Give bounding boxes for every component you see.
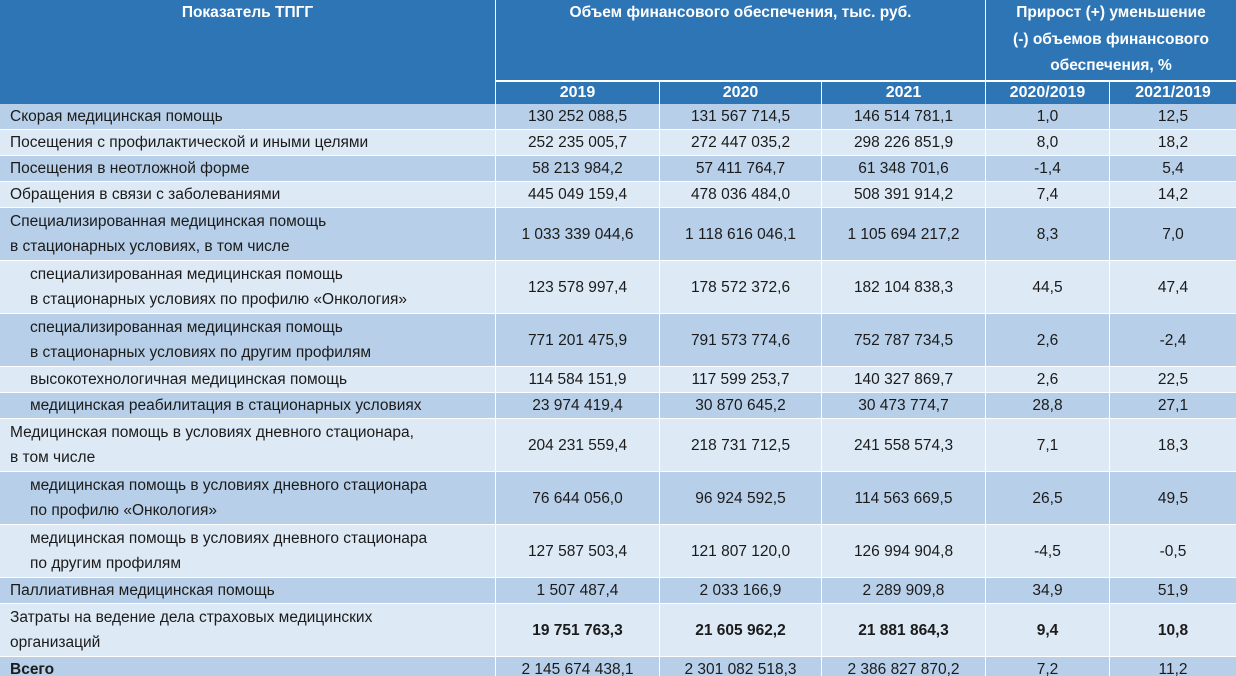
cell-g1: 8,3 <box>986 208 1110 261</box>
cell-v2019: 127 587 503,4 <box>496 525 660 578</box>
cell-g1: 28,8 <box>986 393 1110 419</box>
table-row <box>0 419 1236 472</box>
row-indicator-line: специализированная медицинская помощь <box>30 266 343 283</box>
table-row <box>0 393 1236 419</box>
row-indicator-line: Обращения в связи с заболеваниями <box>10 186 281 203</box>
table-row <box>0 367 1236 393</box>
cell-g2: 49,5 <box>1110 472 1236 525</box>
row-indicator-cell <box>0 104 496 130</box>
cell-g1: -1,4 <box>986 156 1110 182</box>
cell-v2020: 121 807 120,0 <box>660 525 822 578</box>
row-indicator-cell <box>0 472 496 525</box>
table-row <box>0 208 1236 261</box>
cell-g2: 7,0 <box>1110 208 1236 261</box>
row-indicator-cell <box>0 419 496 472</box>
cell-g2: 11,2 <box>1110 657 1236 676</box>
cell-v2021: 61 348 701,6 <box>822 156 986 182</box>
row-indicator-line: в стационарных условиях, в том числе <box>10 238 290 255</box>
table-row <box>0 130 1236 156</box>
row-indicator-cell <box>0 208 496 261</box>
cell-v2021: 146 514 781,1 <box>822 104 986 130</box>
cell-g1: 7,4 <box>986 182 1110 208</box>
header-growth-line1: Прирост (+) уменьшение <box>1016 4 1206 21</box>
row-indicator-line: медицинская помощь в условиях дневного стационара <box>30 530 428 547</box>
cell-v2019: 1 033 339 044,6 <box>496 208 660 261</box>
cell-v2020: 131 567 714,5 <box>660 104 822 130</box>
cell-g1: 9,4 <box>986 604 1110 657</box>
cell-g1: 7,2 <box>986 657 1110 676</box>
cell-v2021: 30 473 774,7 <box>822 393 986 419</box>
cell-g2: 22,5 <box>1110 367 1236 393</box>
cell-g1: 26,5 <box>986 472 1110 525</box>
row-indicator-line: Специализированная медицинская помощь <box>10 213 327 230</box>
header-year-2021: 2021 <box>822 81 986 104</box>
table-row <box>0 104 1236 130</box>
table-row <box>0 657 1236 676</box>
row-indicator-cell <box>0 182 496 208</box>
row-indicator-line: Затраты на ведение дела страховых медицинских <box>10 609 373 626</box>
cell-g2: -2,4 <box>1110 314 1236 367</box>
header-growth-line3: обеспечения, % <box>1050 57 1172 74</box>
row-indicator-line: Посещения с профилактической и иными целями <box>10 134 369 151</box>
header-year-2020: 2020 <box>660 81 822 104</box>
header-growth <box>986 0 1236 81</box>
cell-v2020: 791 573 774,6 <box>660 314 822 367</box>
row-indicator-line: Всего <box>10 661 55 676</box>
cell-v2021: 21 881 864,3 <box>822 604 986 657</box>
cell-v2019: 771 201 475,9 <box>496 314 660 367</box>
cell-g2: 10,8 <box>1110 604 1236 657</box>
row-indicator-line: медицинская помощь в условиях дневного стационара <box>30 477 428 494</box>
cell-v2019: 114 584 151,9 <box>496 367 660 393</box>
cell-v2019: 1 507 487,4 <box>496 578 660 604</box>
cell-v2021: 298 226 851,9 <box>822 130 986 156</box>
cell-v2019: 19 751 763,3 <box>496 604 660 657</box>
row-indicator-cell <box>0 604 496 657</box>
row-indicator-line: по профилю «Онкология» <box>30 502 217 519</box>
cell-v2021: 2 386 827 870,2 <box>822 657 986 676</box>
cell-g2: 5,4 <box>1110 156 1236 182</box>
cell-g2: 18,3 <box>1110 419 1236 472</box>
row-indicator-line: в том числе <box>10 449 96 466</box>
cell-g1: 1,0 <box>986 104 1110 130</box>
cell-g2: 14,2 <box>1110 182 1236 208</box>
cell-v2020: 178 572 372,6 <box>660 261 822 314</box>
cell-v2021: 508 391 914,2 <box>822 182 986 208</box>
row-indicator-line: Скорая медицинская помощь <box>10 108 223 125</box>
row-indicator-line: в стационарных условиях по профилю «Онкология» <box>30 291 408 308</box>
row-indicator-line: Посещения в неотложной форме <box>10 160 250 177</box>
cell-v2021: 114 563 669,5 <box>822 472 986 525</box>
cell-g1: -4,5 <box>986 525 1110 578</box>
table-row <box>0 314 1236 367</box>
row-indicator-cell <box>0 578 496 604</box>
cell-v2021: 1 105 694 217,2 <box>822 208 986 261</box>
cell-v2019: 76 644 056,0 <box>496 472 660 525</box>
header-growth-line2: (-) объемов финансового <box>1013 30 1209 48</box>
row-indicator-line: высокотехнологичная медицинская помощь <box>30 371 348 388</box>
cell-v2020: 2 301 082 518,3 <box>660 657 822 676</box>
row-indicator-line: Паллиативная медицинская помощь <box>10 582 275 599</box>
table-row <box>0 156 1236 182</box>
table-body <box>0 104 1236 676</box>
cell-g1: 34,9 <box>986 578 1110 604</box>
table-row <box>0 604 1236 657</box>
row-indicator-cell <box>0 525 496 578</box>
table-row <box>0 472 1236 525</box>
cell-v2020: 57 411 764,7 <box>660 156 822 182</box>
cell-g2: 12,5 <box>1110 104 1236 130</box>
table-row <box>0 525 1236 578</box>
header-indicator: Показатель ТПГГ <box>0 0 496 104</box>
row-indicator-cell <box>0 393 496 419</box>
header-period-2020-2019: 2020/2019 <box>986 81 1110 104</box>
cell-v2019: 204 231 559,4 <box>496 419 660 472</box>
cell-g2: -0,5 <box>1110 525 1236 578</box>
cell-v2020: 272 447 035,2 <box>660 130 822 156</box>
row-indicator-line: медицинская реабилитация в стационарных условиях <box>30 397 422 414</box>
cell-v2020: 21 605 962,2 <box>660 604 822 657</box>
cell-g2: 27,1 <box>1110 393 1236 419</box>
table-row <box>0 261 1236 314</box>
row-indicator-cell <box>0 314 496 367</box>
header-period-2021-2019: 2021/2019 <box>1110 81 1236 104</box>
row-indicator-line: по другим профилям <box>30 555 181 572</box>
cell-v2019: 252 235 005,7 <box>496 130 660 156</box>
cell-v2019: 58 213 984,2 <box>496 156 660 182</box>
cell-v2020: 30 870 645,2 <box>660 393 822 419</box>
cell-g1: 2,6 <box>986 367 1110 393</box>
table-header <box>0 0 1236 104</box>
cell-v2020: 478 036 484,0 <box>660 182 822 208</box>
row-indicator-cell <box>0 261 496 314</box>
cell-g1: 44,5 <box>986 261 1110 314</box>
cell-v2020: 96 924 592,5 <box>660 472 822 525</box>
row-indicator-line: в стационарных условиях по другим профилям <box>30 344 372 361</box>
cell-v2021: 752 787 734,5 <box>822 314 986 367</box>
cell-g1: 7,1 <box>986 419 1110 472</box>
table-row <box>0 182 1236 208</box>
cell-v2021: 241 558 574,3 <box>822 419 986 472</box>
cell-g2: 51,9 <box>1110 578 1236 604</box>
row-indicator-line: специализированная медицинская помощь <box>30 319 343 336</box>
cell-g2: 18,2 <box>1110 130 1236 156</box>
header-volume: Объем финансового обеспечения, тыс. руб. <box>496 0 986 81</box>
cell-v2020: 2 033 166,9 <box>660 578 822 604</box>
row-indicator-cell <box>0 130 496 156</box>
cell-v2020: 117 599 253,7 <box>660 367 822 393</box>
row-indicator-cell <box>0 657 496 676</box>
cell-v2021: 182 104 838,3 <box>822 261 986 314</box>
cell-v2019: 2 145 674 438,1 <box>496 657 660 676</box>
row-indicator-line: организаций <box>10 634 101 651</box>
header-year-2019: 2019 <box>496 81 660 104</box>
cell-v2021: 140 327 869,7 <box>822 367 986 393</box>
cell-v2021: 126 994 904,8 <box>822 525 986 578</box>
cell-v2019: 130 252 088,5 <box>496 104 660 130</box>
row-indicator-cell <box>0 367 496 393</box>
row-indicator-line: Медицинская помощь в условиях дневного стационара, <box>10 424 414 441</box>
table-row <box>0 578 1236 604</box>
cell-g1: 2,6 <box>986 314 1110 367</box>
cell-g2: 47,4 <box>1110 261 1236 314</box>
cell-v2021: 2 289 909,8 <box>822 578 986 604</box>
row-indicator-cell <box>0 156 496 182</box>
cell-v2020: 218 731 712,5 <box>660 419 822 472</box>
cell-v2019: 23 974 419,4 <box>496 393 660 419</box>
cell-v2019: 123 578 997,4 <box>496 261 660 314</box>
cell-v2020: 1 118 616 046,1 <box>660 208 822 261</box>
cell-v2019: 445 049 159,4 <box>496 182 660 208</box>
cell-g1: 8,0 <box>986 130 1110 156</box>
